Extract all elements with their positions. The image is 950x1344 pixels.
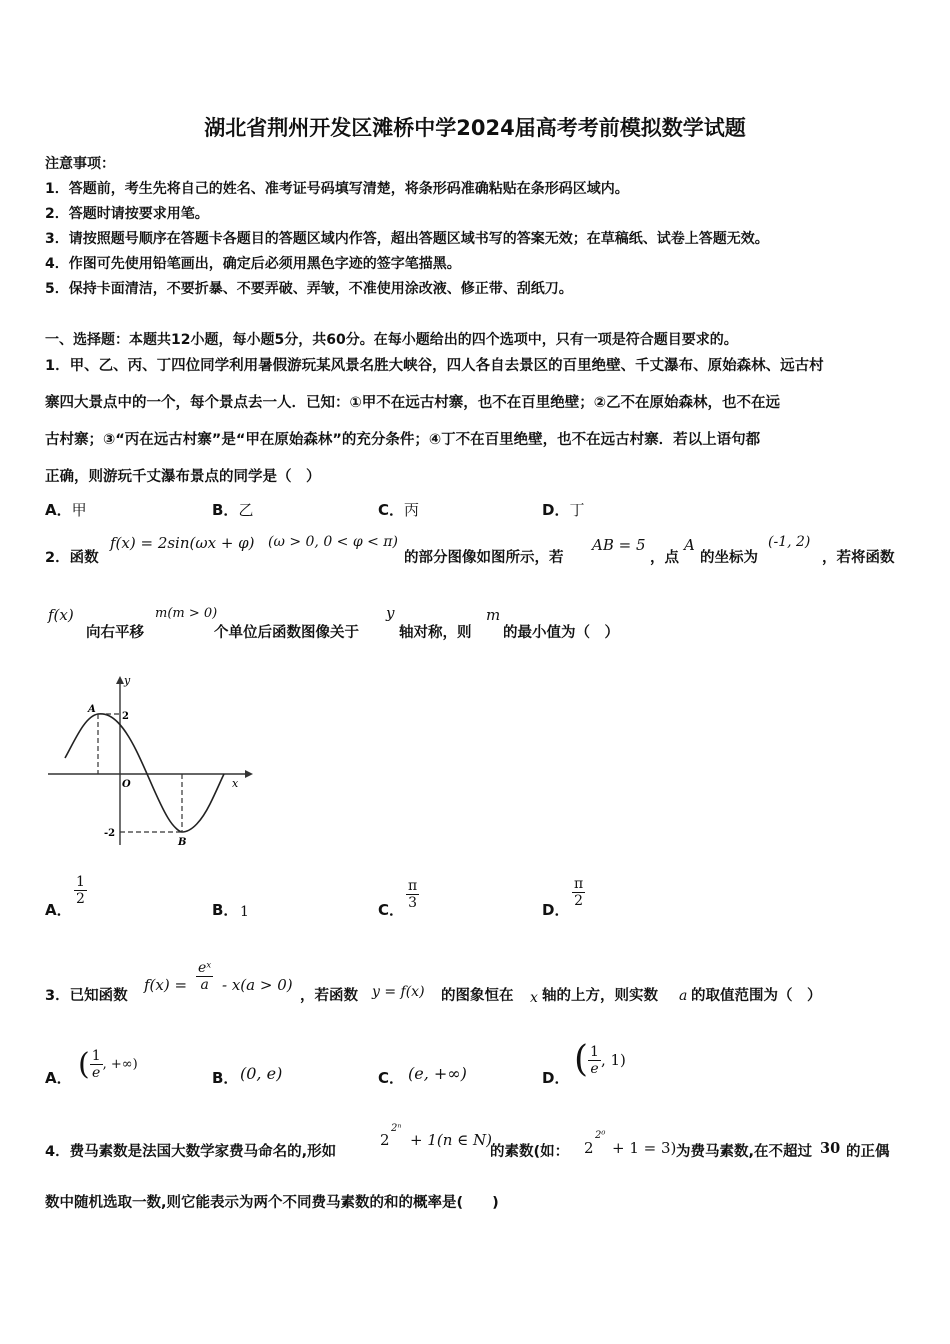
x-axis-arrow — [245, 770, 253, 778]
q4-formula-exp: 2ⁿ — [391, 1123, 402, 1134]
open-paren: ( — [574, 1039, 589, 1080]
note-item: 1．答题前，考生先将自己的姓名、准考证号码填写清楚，将条形码准确粘贴在条形码区域内。 — [45, 181, 629, 197]
q2-text: ，点 — [650, 550, 679, 566]
q3-option-a: A． — [45, 1069, 72, 1087]
q2-text: 轴对称，则 — [399, 625, 472, 641]
q2-fx: f(x) — [48, 606, 74, 624]
label-origin: O — [122, 779, 131, 790]
sine-curve — [65, 714, 224, 832]
q1-option-a: A．甲 — [45, 501, 87, 519]
label-neg-two: -2 — [104, 828, 116, 839]
q3-text: 的取值范围为（ ） — [691, 988, 822, 1004]
q3-f: f(x) = — [144, 976, 188, 994]
q2-text: 的坐标为 — [700, 550, 758, 566]
q3-x: x — [530, 990, 538, 1006]
q4-text: 的素数(如： — [490, 1144, 570, 1160]
q3-yfx: y = f(x) — [372, 984, 425, 1000]
q4-example-base: 2 — [584, 1139, 594, 1157]
numerator: 1 — [590, 1043, 599, 1060]
note-item: 4．作图可先使用铅笔画出，确定后必须用黑色字迹的签字笔描黑。 — [45, 256, 461, 272]
q1-line: 古村寨；③“丙在远古村寨”是“甲在原始森林”的充分条件；④丁不在百里绝壁，也不在远古村寨．若以上语句都 — [45, 432, 761, 448]
denominator: e — [90, 1064, 103, 1081]
q3-a: a — [679, 988, 688, 1004]
label-two: 2 — [122, 711, 129, 722]
q4-example-rest: + 1 = 3) — [612, 1139, 677, 1157]
q4-line2: 数中随机选取一数,则它能表示为两个不同费马素数的和的概率是( ) — [45, 1195, 499, 1211]
q3-option-d-value — [574, 1039, 626, 1080]
label-x: x — [232, 777, 239, 790]
fraction — [588, 1044, 601, 1077]
q3-option-c: C． — [378, 1069, 405, 1087]
numerator: 1 — [91, 1048, 101, 1064]
denominator: 3 — [406, 894, 419, 911]
q3-fraction — [196, 960, 213, 993]
rest: , +∞) — [102, 1057, 138, 1072]
q2-text: 个单位后函数图像关于 — [214, 625, 359, 641]
q2-option-a: A． — [45, 901, 72, 919]
q3-text: 轴的上方，则实数 — [542, 988, 658, 1004]
note-item: 3．请按照题号顺序在答题卡各题目的答题区域内作答，超出答题区域书写的答案无效；在草稿纸、试卷上答题无效。 — [45, 231, 769, 247]
q3-text: ，若函数 — [300, 988, 358, 1004]
q3-option-b-value: (0, e) — [240, 1064, 283, 1083]
q2-option-d: D． — [542, 901, 570, 919]
q1-option-c: C．丙 — [378, 501, 420, 519]
q3-option-a-value — [78, 1048, 138, 1081]
q2-option-b: B． — [212, 901, 239, 919]
label-point-a: A — [88, 704, 96, 715]
page-title: 湖北省荆州开发区滩桥中学2024届高考考前模拟数学试题 — [204, 116, 746, 140]
q1-option-d: D．丁 — [542, 501, 585, 519]
note-item: 2．答题时请按要求用笔。 — [45, 206, 209, 222]
rest: , 1) — [600, 1051, 626, 1069]
q4-formula-base: 2 — [380, 1131, 390, 1149]
q2-condition: (ω > 0, 0 < φ < π) — [268, 534, 398, 550]
q2-text: ，若将函数 — [822, 550, 895, 566]
q3-option-b: B． — [212, 1069, 239, 1087]
q2-text: 的最小值为（ ） — [503, 625, 619, 641]
q3-text: 的图象恒在 — [441, 988, 514, 1004]
q2-m2: m — [486, 606, 501, 624]
q4-text: 为费马素数,在不超过 — [676, 1144, 813, 1160]
denominator: a — [196, 976, 213, 993]
denominator: 2 — [572, 892, 585, 909]
q2-text: 的部分图像如图所示，若 — [404, 550, 564, 566]
denominator: e — [588, 1060, 601, 1077]
q2-option-c: C． — [378, 901, 405, 919]
q2-option-d-fraction — [572, 876, 585, 909]
q2-point-a: A — [684, 536, 695, 554]
q1-line: 寨四大景点中的一个，每个景点去一人．已知：①甲不在远古村寨，也不在百里绝壁；②乙不在原始森林，也不在远 — [45, 395, 781, 411]
numerator: eˣ — [198, 960, 212, 976]
open-paren: ( — [78, 1046, 90, 1082]
q2-option-c-fraction — [406, 878, 419, 911]
q3-num: 3．已知函数 — [45, 988, 128, 1004]
q2-y: y — [386, 604, 395, 622]
notes-heading: 注意事项： — [45, 156, 115, 172]
label-point-b: B — [178, 837, 187, 848]
q4-number: 30 — [820, 1140, 841, 1157]
q4-text: 4．费马素数是法国大数学家费马命名的,形如 — [45, 1144, 337, 1160]
y-axis-arrow — [116, 676, 124, 684]
numerator: 1 — [76, 874, 85, 890]
q2-m: m(m > 0) — [155, 606, 218, 621]
q2-num: 2．函数 — [45, 550, 99, 566]
q4-text: 的正偶 — [846, 1144, 890, 1160]
numerator: π — [574, 876, 584, 892]
q1-line: 正确，则游玩千丈瀑布景点的同学是（ ） — [45, 469, 321, 485]
q3-option-c-value: (e, +∞) — [408, 1064, 467, 1083]
q2-ab: AB = 5 — [592, 536, 646, 554]
q2-sine-graph — [40, 670, 260, 850]
q1-option-b: B．乙 — [212, 501, 254, 519]
q4-formula-rest: + 1(n ∈ N) — [410, 1131, 493, 1149]
label-y: y — [124, 674, 131, 687]
numerator: π — [408, 878, 418, 894]
q2-option-b-value: 1 — [240, 904, 249, 920]
section-heading: 一、选择题：本题共12小题，每小题5分，共60分。在每小题给出的四个选项中，只有一项是符合题目要求的。 — [45, 332, 738, 348]
note-item: 5．保持卡面清洁，不要折暴、不要弄破、弄皱，不准使用涂改液、修正带、刮纸刀。 — [45, 281, 573, 297]
q1-line: 1．甲、乙、丙、丁四位同学利用暑假游玩某风景名胜大峡谷，四人各自去景区的百里绝壁、千丈瀑布、原始森林、远古村 — [45, 358, 824, 374]
fraction — [90, 1048, 103, 1081]
q2-coord: (-1, 2) — [768, 534, 811, 550]
q4-example-exp: 2⁰ — [595, 1130, 606, 1141]
q3-option-d: D． — [542, 1069, 570, 1087]
q2-function: f(x) = 2sin(ωx + φ) — [110, 534, 255, 552]
q2-option-a-fraction — [74, 874, 87, 907]
q2-text: 向右平移 — [86, 625, 144, 641]
q3-rest: - x(a > 0) — [222, 976, 293, 994]
denominator: 2 — [76, 891, 85, 907]
